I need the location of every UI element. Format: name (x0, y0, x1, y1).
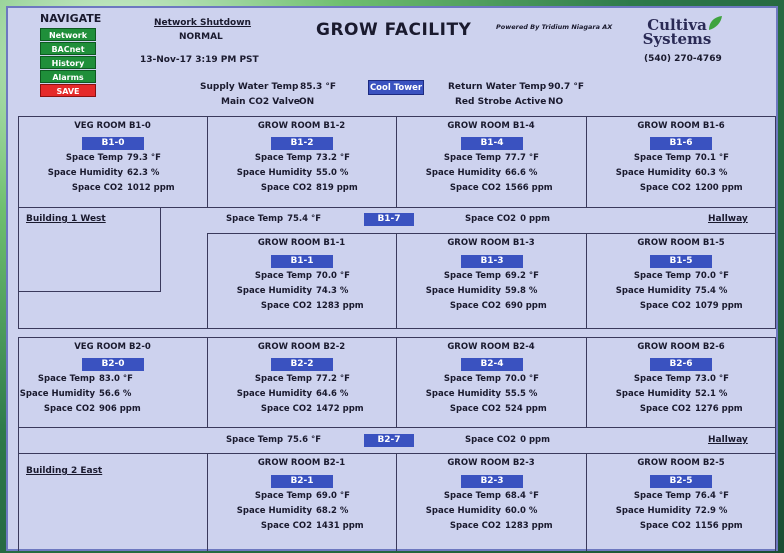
room-title: GROW ROOM B2-3 (447, 458, 535, 468)
room-badge-b1-6[interactable]: B1-6 (650, 137, 712, 150)
supply-water-temp-label: Supply Water Temp (200, 82, 299, 92)
supply-water-temp-value: 85.3 °F (300, 82, 336, 92)
room-temp-row: Space Temp 70.0 °F (443, 374, 539, 384)
room-co2-row: Space CO2 1431 ppm (260, 521, 364, 531)
room-temp-row: Space Temp 69.0 °F (254, 491, 350, 501)
room-temp-row: Space Temp 76.4 °F (633, 491, 729, 501)
powered-by: Powered By Tridium Niagara AX (496, 23, 613, 31)
room-badge-b2-0[interactable]: B2-0 (82, 358, 144, 371)
datetime: 13-Nov-17 3:19 PM PST (140, 55, 259, 65)
nav-alarms-button[interactable]: Alarms (40, 70, 96, 83)
room-temp-row: Space Temp 70.0 °F (254, 271, 350, 281)
main-co2-valve-value: ON (299, 97, 315, 107)
navigate-title: NAVIGATE (40, 12, 102, 25)
room-badge-b2-6[interactable]: B2-6 (650, 358, 712, 371)
room-temp-row: Space Temp 73.2 °F (254, 153, 350, 163)
room-co2-row: Space CO2 1566 ppm (449, 183, 553, 193)
divider (18, 453, 776, 454)
room-humidity-row: Space Humidity 60.0 % (425, 506, 538, 516)
building-1-west-link[interactable]: Building 1 West (26, 214, 106, 224)
main-co2-valve-label: Main CO2 Valve (221, 97, 300, 107)
hallway-temp-row: Space Temp 75.6 °F (226, 435, 322, 445)
room-badge-b1-5[interactable]: B1-5 (650, 255, 712, 268)
room-humidity-row: Space Humidity 64.6 % (236, 389, 349, 399)
divider (160, 207, 161, 291)
room-title: VEG ROOM B1-0 (74, 121, 151, 131)
nav-network-button[interactable]: Network (40, 28, 96, 41)
room-temp-row: Space Temp 79.3 °F (65, 153, 161, 163)
red-strobe-value: NO (548, 97, 564, 107)
room-humidity-row: Space Humidity 55.5 % (425, 389, 538, 399)
room-co2-row: Space CO2 1200 ppm (639, 183, 743, 193)
room-title: GROW ROOM B1-3 (447, 238, 535, 248)
room-humidity-row: Space Humidity 60.3 % (615, 168, 728, 178)
divider (775, 337, 776, 551)
hallway-b2-link[interactable]: Hallway (708, 435, 748, 445)
room-badge-b2-5[interactable]: B2-5 (650, 475, 712, 488)
room-badge-b1-0[interactable]: B1-0 (82, 137, 144, 150)
room-temp-row: Space Temp 73.0 °F (633, 374, 729, 384)
room-co2-row: Space CO2 524 ppm (449, 404, 547, 414)
room-badge-b1-3[interactable]: B1-3 (461, 255, 523, 268)
room-badge-b2-1[interactable]: B2-1 (271, 475, 333, 488)
hallway-b1-link[interactable]: Hallway (708, 214, 748, 224)
divider (18, 207, 776, 208)
room-humidity-row: Space Humidity 52.1 % (615, 389, 728, 399)
room-humidity-row: Space Humidity 59.8 % (425, 286, 538, 296)
room-humidity-row: Space Humidity 62.3 % (47, 168, 160, 178)
hallway-temp-row: Space Temp 75.4 °F (226, 214, 322, 224)
divider (18, 116, 776, 117)
divider (18, 116, 19, 328)
nav-history-button[interactable]: History (40, 56, 96, 69)
room-co2-row: Space CO2 690 ppm (449, 301, 547, 311)
room-temp-row: Space Temp 83.0 °F (37, 374, 133, 384)
room-title: GROW ROOM B2-4 (447, 342, 535, 352)
room-title: GROW ROOM B1-4 (447, 121, 535, 131)
room-co2-row: Space CO2 1283 ppm (449, 521, 553, 531)
room-humidity-row: Space Humidity 55.0 % (236, 168, 349, 178)
return-water-temp-label: Return Water Temp (448, 82, 547, 92)
network-shutdown-link[interactable]: Network Shutdown (154, 18, 251, 28)
room-title: GROW ROOM B2-2 (257, 342, 346, 352)
room-humidity-row: Space Humidity 68.2 % (236, 506, 349, 516)
hallway-badge-b1-7[interactable]: B1-7 (364, 213, 414, 226)
room-title: VEG ROOM B2-0 (74, 342, 151, 352)
leaf-icon (706, 14, 724, 32)
room-title: GROW ROOM B1-5 (637, 238, 725, 248)
room-temp-row: Space Temp 77.2 °F (254, 374, 350, 384)
divider (207, 233, 776, 234)
hallway-co2-row: Space CO2 0 ppm (465, 435, 550, 445)
room-temp-row: Space Temp 70.1 °F (633, 153, 729, 163)
room-title: GROW ROOM B2-5 (637, 458, 725, 468)
phone-number: (540) 270-4769 (644, 54, 722, 64)
room-temp-row: Space Temp 70.0 °F (633, 271, 729, 281)
page-title: GROW FACILITY (316, 20, 472, 40)
room-co2-row: Space CO2 1079 ppm (639, 301, 743, 311)
room-title: GROW ROOM B1-1 (257, 238, 346, 248)
room-humidity-row: Space Humidity 72.9 % (615, 506, 728, 516)
room-badge-b2-4[interactable]: B2-4 (461, 358, 523, 371)
divider (18, 337, 19, 551)
room-badge-b1-1[interactable]: B1-1 (271, 255, 333, 268)
room-co2-row: Space CO2 1472 ppm (260, 404, 364, 414)
divider (18, 328, 776, 329)
divider (775, 116, 776, 328)
divider (18, 337, 776, 338)
room-co2-row: Space CO2 1276 ppm (639, 404, 743, 414)
room-co2-row: Space CO2 906 ppm (43, 404, 141, 414)
room-co2-row: Space CO2 1012 ppm (71, 183, 175, 193)
red-strobe-label: Red Strobe Active (455, 97, 547, 107)
room-temp-row: Space Temp 68.4 °F (443, 491, 539, 501)
cultiva-logo: Cultiva Systems (632, 18, 722, 46)
hallway-co2-row: Space CO2 0 ppm (465, 214, 550, 224)
room-co2-row: Space CO2 1283 ppm (260, 301, 364, 311)
divider (18, 427, 776, 428)
room-humidity-row: Space Humidity 66.6 % (425, 168, 538, 178)
room-humidity-row: Space Humidity 56.6 % (19, 389, 132, 399)
divider (18, 291, 161, 292)
room-title: GROW ROOM B1-2 (257, 121, 346, 131)
room-badge-b2-3[interactable]: B2-3 (461, 475, 523, 488)
room-co2-row: Space CO2 819 ppm (260, 183, 358, 193)
room-badge-b2-2[interactable]: B2-2 (271, 358, 333, 371)
nav-bacnet-button[interactable]: BACnet (40, 42, 96, 55)
cool-tower-button[interactable]: Cool Tower (368, 80, 424, 95)
room-co2-row: Space CO2 1156 ppm (639, 521, 743, 531)
room-badge-b1-4[interactable]: B1-4 (461, 137, 523, 150)
network-shutdown-status: NORMAL (179, 32, 223, 42)
hallway-badge-b2-7[interactable]: B2-7 (364, 434, 414, 447)
save-button[interactable]: SAVE (40, 84, 96, 97)
room-temp-row: Space Temp 77.7 °F (443, 153, 539, 163)
room-badge-b1-2[interactable]: B1-2 (271, 137, 333, 150)
return-water-temp-value: 90.7 °F (548, 82, 584, 92)
room-title: GROW ROOM B2-6 (637, 342, 725, 352)
facility-panel (6, 6, 778, 551)
room-title: GROW ROOM B2-1 (257, 458, 346, 468)
room-humidity-row: Space Humidity 74.3 % (236, 286, 349, 296)
room-title: GROW ROOM B1-6 (637, 121, 725, 131)
building-2-east-link[interactable]: Building 2 East (26, 466, 103, 476)
room-humidity-row: Space Humidity 75.4 % (615, 286, 728, 296)
room-temp-row: Space Temp 69.2 °F (443, 271, 539, 281)
